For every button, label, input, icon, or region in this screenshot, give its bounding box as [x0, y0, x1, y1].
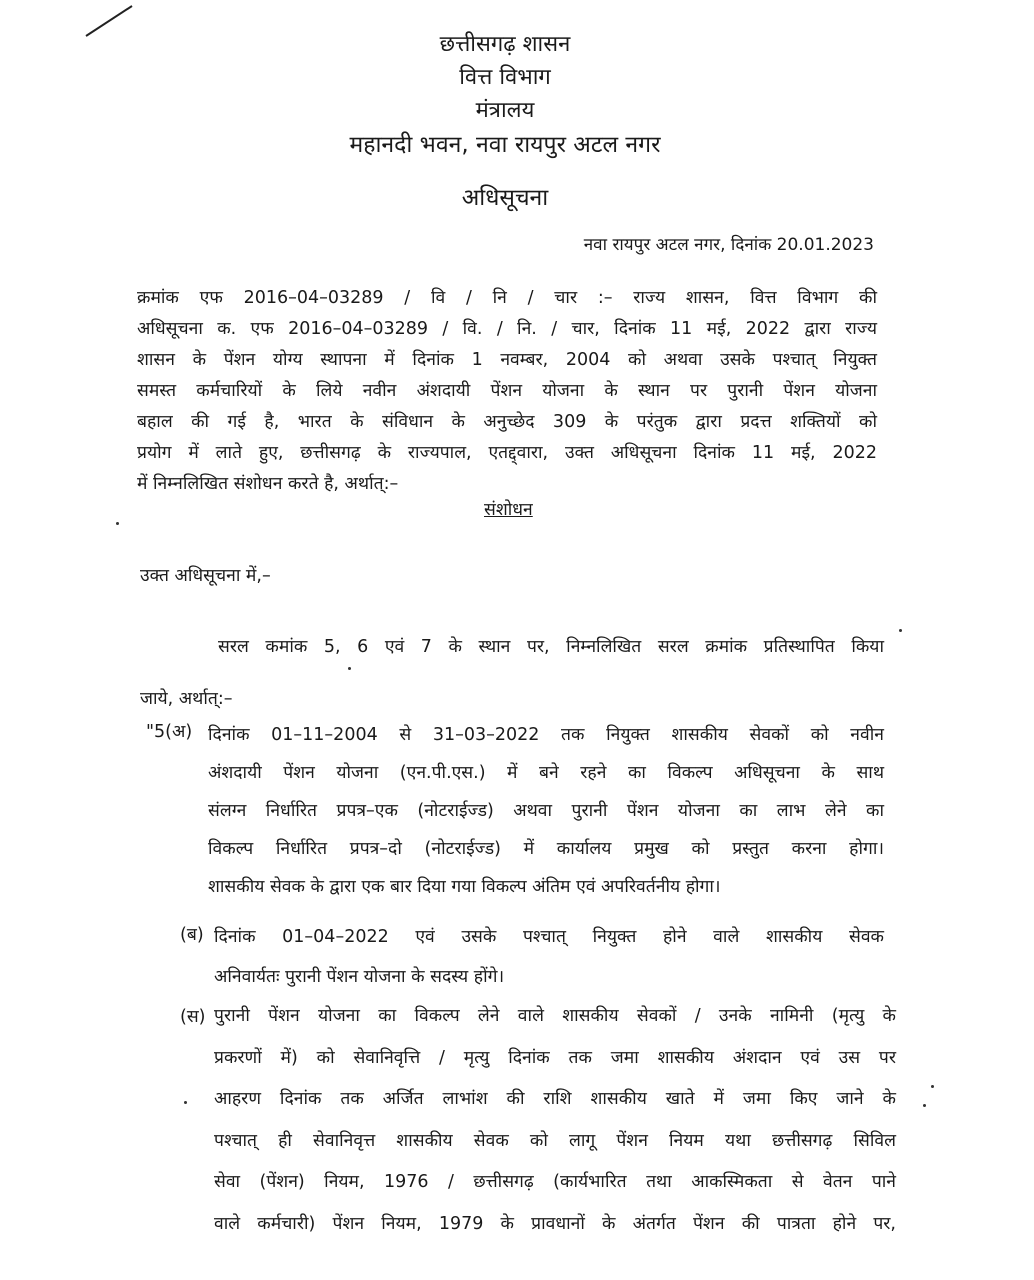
scan-speck: [184, 1101, 187, 1104]
clause-line: प्रकरणों में) को सेवानिवृत्ति / मृत्यु दिनांक तक जमा शासकीय अंशदान एवं उस पर: [214, 1047, 896, 1068]
scan-speck: [931, 1085, 934, 1088]
clause-line: आहरण दिनांक तक अर्जित लाभांश की राशि शासकीय खाते में जमा किए जाने के: [214, 1089, 896, 1109]
preamble-line: क्रमांक एफ 2016–04–03289 / वि / नि / चार :– राज्य शासन, वित्त विभाग की: [137, 288, 877, 308]
preamble-line: में निम्नलिखित संशोधन करते है, अर्थात्:–: [137, 474, 399, 494]
clause-line: विकल्प निर्धारित प्रपत्र–दो (नोटराईज्ड) में कार्यालय प्रमुख को प्रस्तुत करना होगा।: [208, 839, 884, 859]
clause-c-body: [214, 996, 896, 1245]
intro-text: उक्त अधिसूचना में,–: [140, 566, 271, 586]
clause-a-label: "5(अ): [146, 722, 193, 742]
clause-line: दिनांक 01–11–2004 से 31–03–2022 तक नियुक्त शासकीय सेवकों को नवीन: [208, 725, 884, 745]
clause-line: अनिवार्यतः पुरानी पेंशन योजना के सदस्य होंगे।: [214, 967, 505, 987]
clause-b-label: (ब): [180, 925, 204, 945]
header-ministry: मंत्रालय: [475, 98, 535, 123]
notification-title: अधिसूचना: [461, 185, 549, 211]
scan-speck: [348, 667, 351, 670]
preamble-line: समस्त कर्मचारियों के लिये नवीन अंशदायी पेंशन योजना के स्थान पर पुरानी पेंशन योजना: [137, 381, 877, 401]
clause-line: पश्चात् ही सेवानिवृत्त शासकीय सेवक को लागू पेंशन नियम यथा छत्तीसगढ़ सिविल: [214, 1130, 896, 1151]
clause-line: शासकीय सेवक के द्वारा एक बार दिया गया विकल्प अंतिम एवं अपरिवर्तनीय होगा।: [208, 877, 721, 897]
substitution-line-2: जाये, अर्थात्:–: [140, 689, 233, 709]
clause-c-label: (स): [180, 1007, 206, 1027]
clause-line: दिनांक 01–04–2022 एवं उसके पश्चात् नियुक्त होने वाले शासकीय सेवक: [214, 927, 884, 947]
scan-speck: [116, 522, 119, 525]
clause-line: सेवा (पेंशन) नियम, 1976 / छत्तीसगढ़ (कार्यभारित तथा आकस्मिकता से वेतन पाने: [214, 1172, 896, 1192]
header-government: छत्तीसगढ़ शासन: [439, 32, 571, 57]
scan-speck: [899, 629, 902, 632]
scan-speck: [923, 1104, 926, 1107]
clause-line: अंशदायी पेंशन योजना (एन.पी.एस.) में बने रहने का विकल्प अधिसूचना के साथ: [208, 763, 884, 783]
preamble-line: बहाल की गई है, भारत के संविधान के अनुच्छेद 309 के परंतुक द्वारा प्रदत्त शक्तियों को: [137, 412, 877, 432]
preamble-line: शासन के पेंशन योग्य स्थापना में दिनांक 1 नवम्बर, 2004 को अथवा उसके पश्चात् नियुक्त: [137, 350, 877, 370]
date-line: नवा रायपुर अटल नगर, दिनांक 20.01.2023: [583, 235, 874, 255]
amendment-heading: संशोधन: [484, 500, 533, 520]
header-address: महानदी भवन, नवा रायपुर अटल नगर: [349, 132, 661, 158]
preamble-line: प्रयोग में लाते हुए, छत्तीसगढ़ के राज्यपाल, एतद्द्वारा, उक्त अधिसूचना दिनांक 11 मई, 2022: [137, 443, 877, 463]
clause-a-body: [208, 716, 884, 906]
header-department: वित्त विभाग: [459, 65, 551, 90]
substitution-line-1: सरल कमांक 5, 6 एवं 7 के स्थान पर, निम्नलिखित सरल क्रमांक प्रतिस्थापित किया: [218, 637, 884, 657]
clause-b-body: [214, 917, 884, 997]
clause-line: संलग्न निर्धारित प्रपत्र–एक (नोटराईज्ड) अथवा पुरानी पेंशन योजना का लाभ लेने का: [208, 801, 884, 821]
clause-line: पुरानी पेंशन योजना का विकल्प लेने वाले शासकीय सेवकों / उनके नामिनी (मृत्यु के: [214, 1006, 896, 1026]
clause-line: वाले कर्मचारी) पेंशन नियम, 1979 के प्रावधानों के अंतर्गत पेंशन की पात्रता होने पर,: [214, 1213, 896, 1234]
preamble-line: अधिसूचना क. एफ 2016–04–03289 / वि. / नि. / चार, दिनांक 11 मई, 2022 द्वारा राज्य: [137, 319, 877, 339]
preamble-paragraph: [137, 283, 877, 500]
